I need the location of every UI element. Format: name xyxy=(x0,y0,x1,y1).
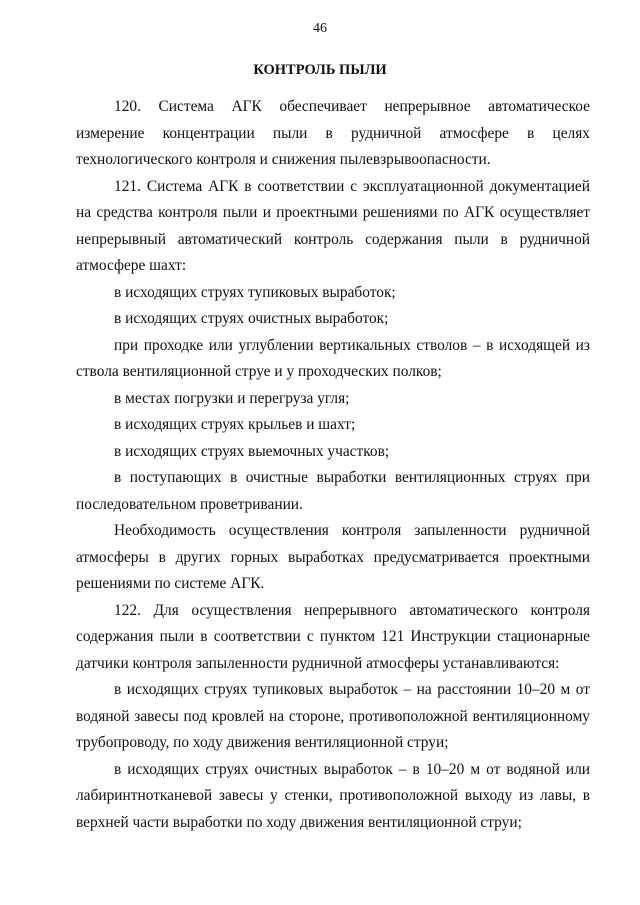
list-item-sensor-stope: в исходящих струях очистных выработок – в 10–20 м от водяной или лабиринтнотканевой завесы у стенки, противоположной выходу из лавы, в верхней части выработки по ходу движения вентиляционной струи; xyxy=(76,760,590,831)
paragraph-120: 120. Система АГК обеспечивает непрерывное автоматическое измерение концентрации пыли в рудничной атмосфере в целях технологического контроля и снижения пылевзрывоопасности. xyxy=(76,98,590,168)
list-item-sensor-dead-end: в исходящих струях тупиковых выработок – на расстоянии 10–20 м от водяной завесы под кровлей на стороне, противоположной вентиляционному трубопроводу, по ходу движения вентиляционной струи; xyxy=(76,681,590,751)
paragraph-other-workings: Необходимость осуществления контроля запыленности рудничной атмосферы в других горных выработках предусматривается проектными решениями по системе АГК. xyxy=(76,522,590,592)
section-heading: КОНТРОЛЬ ПЫЛИ xyxy=(253,62,387,78)
list-item-wings-and-mines: в исходящих струях крыльев и шахт; xyxy=(114,416,356,433)
list-item-dead-end-workings: в исходящих струях тупиковых выработок; xyxy=(114,283,396,301)
page-number: 46 xyxy=(313,21,327,36)
list-item-extraction-sections: в исходящих струях выемочных участков; xyxy=(114,442,390,460)
paragraph-121: 121. Система АГК в соответствии с эксплуатационной документацией на средства контроля пыли и проектными решениями по АГК осуществляет непрерывный автоматический контроль содержания пыли в рудничной атмосфере шахт: xyxy=(76,177,590,274)
list-item-vertical-shafts: при проходке или углублении вертикальных стволов – в исходящей из ствола вентиляционной струе и у проходческих полков; xyxy=(76,336,590,380)
list-item-sequential-ventilation: в поступающих в очистные выработки вентиляционных струях при последовательном проветривании. xyxy=(76,469,590,513)
list-item-coal-loading: в местах погрузки и перегруза угля; xyxy=(114,389,350,407)
paragraph-122: 122. Для осуществления непрерывного автоматического контроля содержания пыли в соответствии с пунктом 121 Инструкции стационарные датчики контроля запыленности рудничной атмосферы устанавливаются: xyxy=(76,601,590,672)
document-body xyxy=(76,94,590,836)
list-item-stope-workings: в исходящих струях очистных выработок; xyxy=(114,310,389,327)
